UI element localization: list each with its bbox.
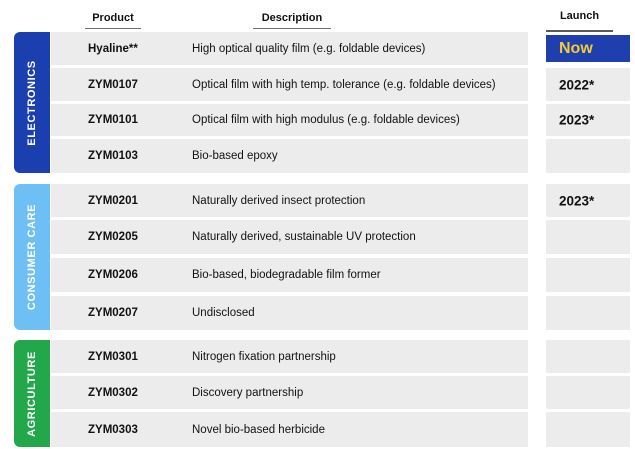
launch-cell bbox=[546, 104, 630, 136]
table-row bbox=[51, 104, 528, 136]
product-description: Undisclosed bbox=[192, 307, 255, 319]
launch-cell bbox=[546, 139, 630, 173]
product-description: Bio-based epoxy bbox=[192, 150, 278, 162]
product-description: Discovery partnership bbox=[192, 386, 304, 399]
product-name: Hyaline** bbox=[88, 42, 138, 55]
product-description: High optical quality film (e.g. foldable devices) bbox=[192, 42, 426, 55]
table-row bbox=[51, 258, 528, 292]
category-label: ELECTRONICS bbox=[26, 59, 38, 146]
column-header-launch: Launch bbox=[546, 10, 613, 32]
category-label: CONSUMER CARE bbox=[26, 203, 38, 311]
table-row bbox=[51, 68, 528, 101]
launch-cell-now bbox=[546, 35, 630, 62]
product-name: ZYM0107 bbox=[88, 78, 138, 91]
category-bar-agriculture bbox=[14, 340, 50, 447]
table-row bbox=[51, 376, 528, 409]
table-row bbox=[51, 220, 528, 254]
product-description: Naturally derived insect protection bbox=[192, 194, 366, 207]
product-description: Optical film with high temp. tolerance (e.g. foldable devices) bbox=[192, 78, 496, 91]
category-bar-consumer-care bbox=[14, 184, 50, 330]
launch-value: 2022* bbox=[559, 77, 595, 92]
launch-cell bbox=[546, 68, 630, 101]
product-description: Naturally derived, sustainable UV protection bbox=[192, 231, 416, 243]
column-header-description: Description bbox=[253, 12, 331, 29]
product-name: ZYM0103 bbox=[88, 150, 138, 162]
category-label: AGRICULTURE bbox=[26, 350, 38, 437]
launch-cell bbox=[546, 340, 630, 373]
product-name: ZYM0205 bbox=[88, 231, 138, 243]
product-name: ZYM0201 bbox=[88, 194, 138, 207]
table-row bbox=[51, 412, 528, 447]
product-name: ZYM0101 bbox=[88, 114, 138, 126]
product-name: ZYM0303 bbox=[88, 423, 138, 436]
product-name: ZYM0301 bbox=[88, 350, 138, 363]
category-bar-electronics bbox=[14, 32, 50, 173]
launch-value: Now bbox=[559, 39, 593, 57]
launch-value: 2023* bbox=[559, 193, 595, 208]
product-name: ZYM0207 bbox=[88, 307, 138, 319]
column-header-product: Product bbox=[85, 12, 141, 29]
launch-value: 2023* bbox=[559, 112, 595, 128]
table-row bbox=[51, 32, 528, 65]
launch-cell bbox=[546, 220, 630, 254]
product-description: Nitrogen fixation partnership bbox=[192, 350, 336, 363]
launch-cell bbox=[546, 376, 630, 409]
product-description: Bio-based, biodegradable film former bbox=[192, 269, 381, 281]
product-description: Novel bio-based herbicide bbox=[192, 423, 325, 436]
table-row bbox=[51, 184, 528, 217]
launch-cell bbox=[546, 412, 630, 447]
launch-cell bbox=[546, 184, 630, 217]
launch-cell bbox=[546, 296, 630, 330]
product-name: ZYM0302 bbox=[88, 386, 138, 399]
launch-cell bbox=[546, 258, 630, 292]
product-name: ZYM0206 bbox=[88, 269, 138, 281]
table-row bbox=[51, 296, 528, 330]
product-description: Optical film with high modulus (e.g. foldable devices) bbox=[192, 114, 460, 126]
table-row bbox=[51, 139, 528, 173]
table-row bbox=[51, 340, 528, 373]
